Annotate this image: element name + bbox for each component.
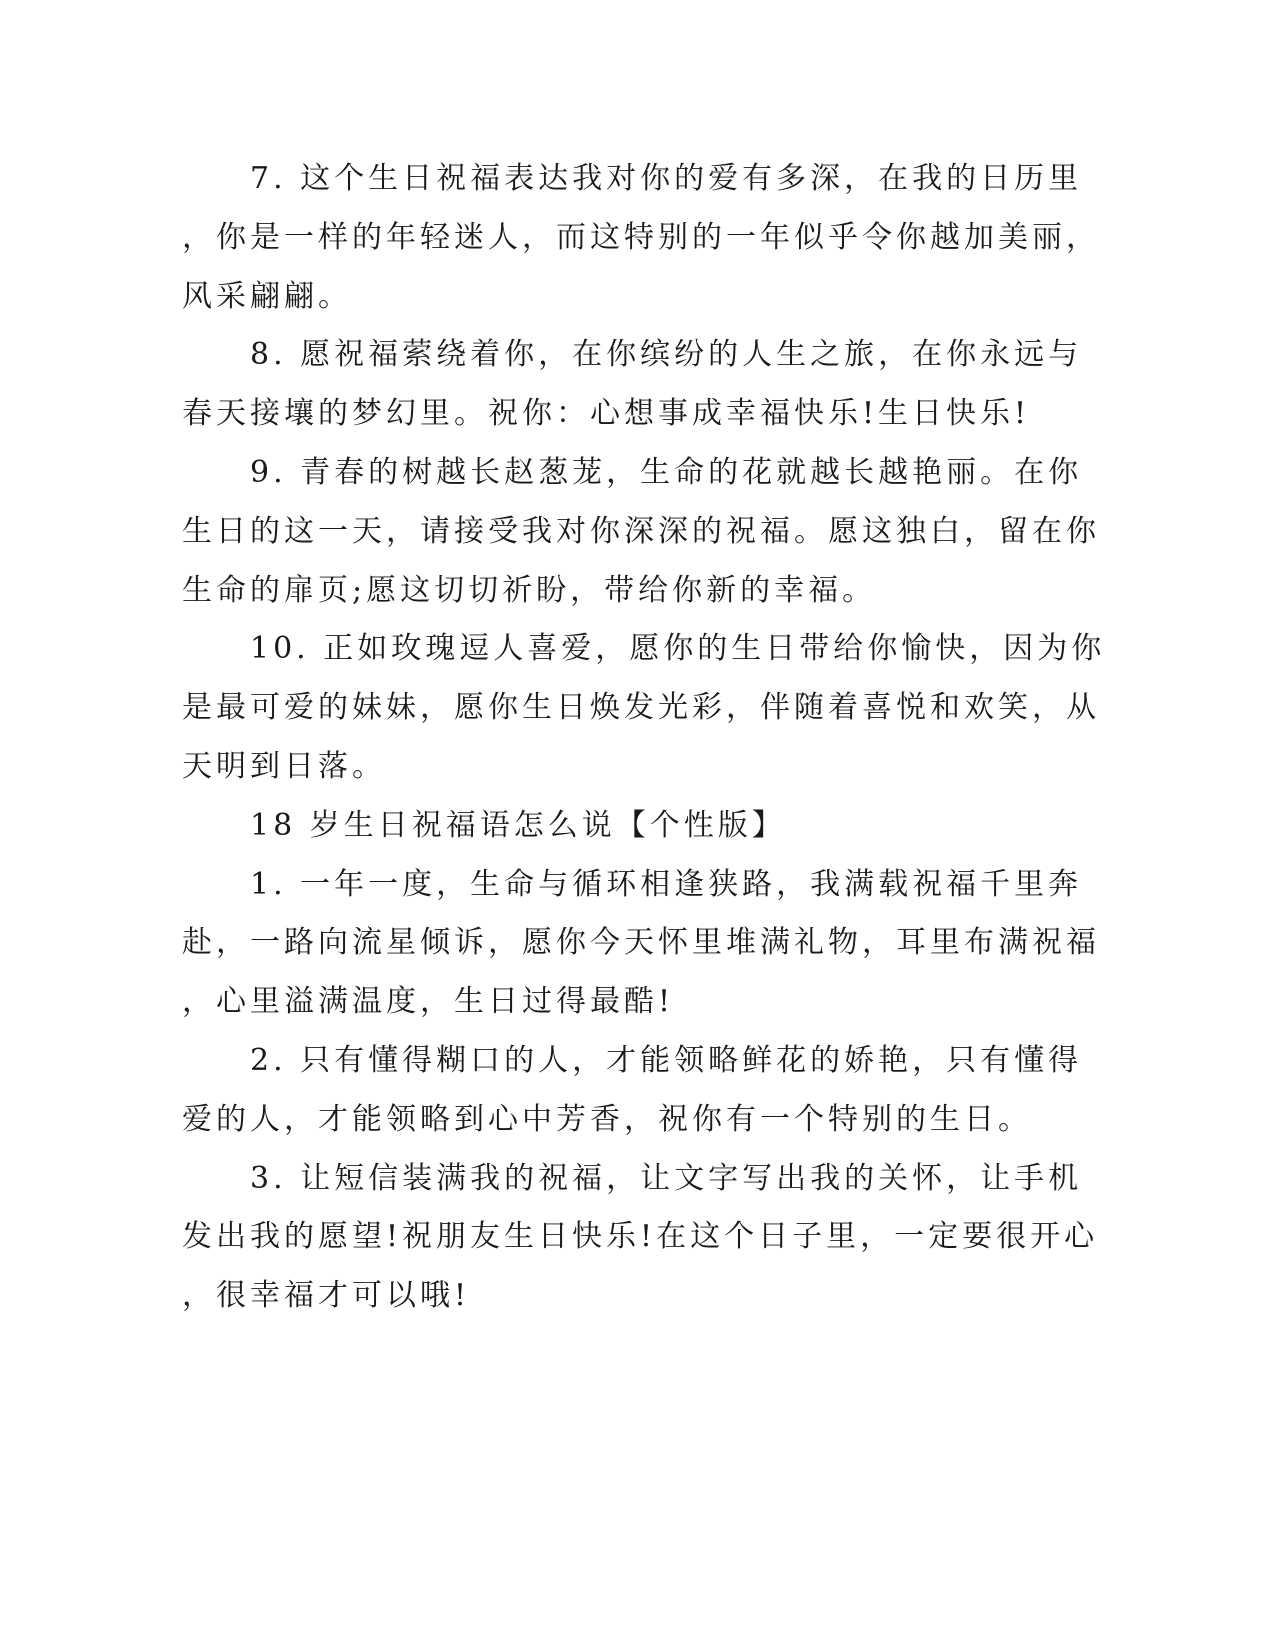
text-line: 2. 只有懂得糊口的人，才能领略鲜花的娇艳，只有懂得	[250, 1042, 1083, 1078]
paragraph-9	[182, 444, 1100, 620]
text-line: ，很幸福才可以哦!	[182, 1278, 471, 1314]
text-line: 发出我的愿望!祝朋友生日快乐!在这个日子里，一定要很开心	[182, 1219, 1099, 1255]
text-line: 3. 让短信装满我的祝福，让文字写出我的关怀，让手机	[250, 1160, 1083, 1196]
paragraph-2	[182, 1032, 1083, 1150]
text-line: 生命的扉页;愿这切切祈盼，带给你新的幸福。	[182, 572, 877, 608]
text-line: 1. 一年一度，生命与循环相逢狭路，我满载祝福千里奔	[250, 866, 1083, 902]
section-heading	[182, 797, 1042, 856]
paragraph-8	[182, 326, 1083, 444]
text-line: ，你是一样的年轻迷人，而这特别的一年似乎令你越加美丽，	[182, 219, 1100, 255]
text-line: 9. 青春的树越长赵葱茏，生命的花就越长越艳丽。在你	[250, 454, 1083, 490]
text-line: 风采翩翩。	[182, 278, 352, 314]
paragraph-1	[182, 856, 1100, 1032]
text-line: 赴，一路向流星倾诉，愿你今天怀里堆满礼物，耳里布满祝福	[182, 925, 1100, 961]
text-line: 8. 愿祝福萦绕着你，在你缤纷的人生之旅，在你永远与	[250, 337, 1083, 373]
text-line: 7. 这个生日祝福表达我对你的爱有多深，在我的日历里	[250, 161, 1083, 196]
text-line: 是最可爱的妹妹，愿你生日焕发光彩，伴随着喜悦和欢笑，从	[182, 690, 1100, 726]
text-line: 爱的人，才能领略到心中芳香，祝你有一个特别的生日。	[182, 1101, 1032, 1137]
text-line: ，心里溢满温度，生日过得最酷!	[182, 984, 675, 1020]
text-line: 生日的这一天，请接受我对你深深的祝福。愿这独白，留在你	[182, 513, 1100, 549]
text-line: 天明到日落。	[182, 748, 386, 784]
paragraph-7	[182, 150, 1100, 326]
paragraph-3	[182, 1150, 1099, 1326]
paragraph-10	[182, 620, 1106, 796]
text-line: 春天接壤的梦幻里。祝你：心想事成幸福快乐!生日快乐!	[182, 396, 1031, 432]
text-line: 10. 正如玫瑰逗人喜爱，愿你的生日带给你愉快，因为你	[250, 631, 1106, 667]
section-heading-text: 18 岁生日祝福语怎么说【个性版】	[250, 807, 786, 843]
document-body	[182, 150, 1106, 1326]
